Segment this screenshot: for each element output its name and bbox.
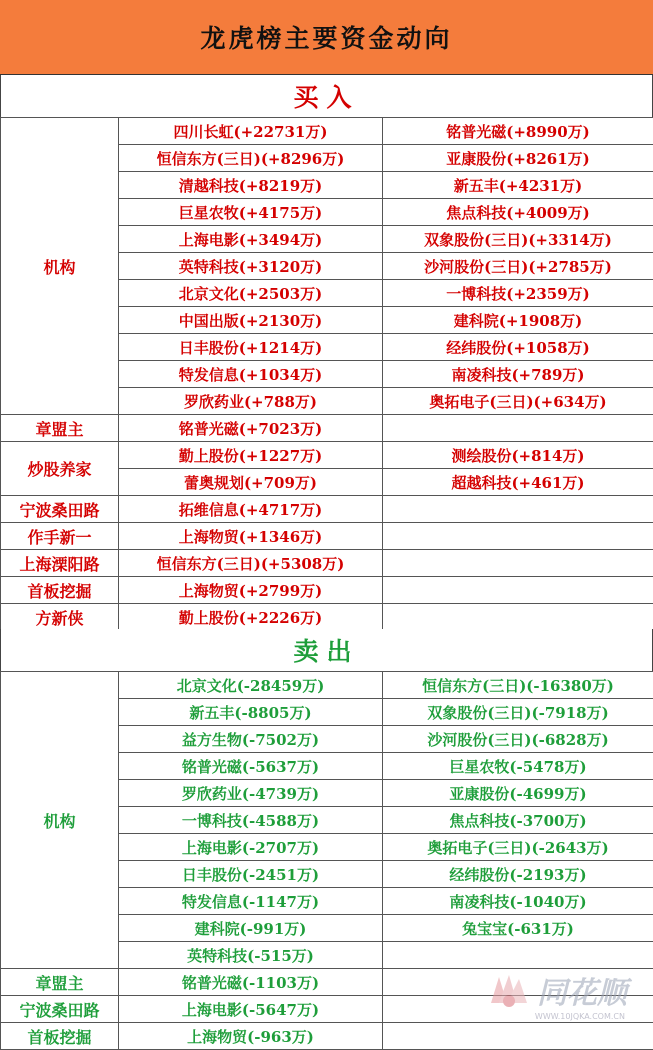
- table-row: [1, 415, 653, 442]
- stock-entry: 特发信息(-1147万): [119, 888, 383, 915]
- stock-entry: [383, 496, 653, 523]
- stock-entry: 焦点科技(-3700万): [383, 807, 653, 834]
- table-row: [1, 577, 653, 604]
- stock-entry: 铭普光磁(-1103万): [119, 969, 383, 996]
- stock-entry: [383, 942, 653, 969]
- stock-entry: [383, 577, 653, 604]
- trader-label: 机构: [1, 672, 119, 969]
- stock-entry: [383, 523, 653, 550]
- stock-entry: 巨星农牧(+4175万): [119, 199, 383, 226]
- stock-entry: 恒信东方(三日)(+5308万): [119, 550, 383, 577]
- trader-label: 宁波桑田路: [1, 496, 119, 523]
- stock-entry: 经纬股份(+1058万): [383, 334, 653, 361]
- stock-entry: 奥拓电子(三日)(+634万): [383, 388, 653, 415]
- stock-entry: 恒信东方(三日)(-16380万): [383, 672, 653, 699]
- table-row: [1, 496, 653, 523]
- table-row: [1, 1023, 653, 1050]
- stock-entry: 勤上股份(+1227万): [119, 442, 383, 469]
- stock-entry: 双象股份(三日)(+3314万): [383, 226, 653, 253]
- buy-section-header: 买入: [0, 75, 653, 118]
- stock-entry: 英特科技(+3120万): [119, 253, 383, 280]
- stock-entry: 兔宝宝(-631万): [383, 915, 653, 942]
- stock-entry: 上海物贸(+2799万): [119, 577, 383, 604]
- stock-entry: 一博科技(-4588万): [119, 807, 383, 834]
- stock-entry: 铭普光磁(+8990万): [383, 118, 653, 145]
- stock-entry: 沙河股份(三日)(+2785万): [383, 253, 653, 280]
- stock-entry: 罗欣药业(+788万): [119, 388, 383, 415]
- watermark-logo: [485, 968, 627, 1012]
- stock-entry: 恒信东方(三日)(+8296万): [119, 145, 383, 172]
- table-row: [1, 523, 653, 550]
- stock-entry: 上海物贸(-963万): [119, 1023, 383, 1050]
- stock-entry: 南凌科技(-1040万): [383, 888, 653, 915]
- page-title: 龙虎榜主要资金动向: [0, 0, 653, 75]
- trader-label: 章盟主: [1, 415, 119, 442]
- stock-entry: 北京文化(+2503万): [119, 280, 383, 307]
- stock-entry: 罗欣药业(-4739万): [119, 780, 383, 807]
- trader-label: 首板挖掘: [1, 1023, 119, 1050]
- watermark-url: WWW.10JQKA.COM.CN: [534, 1012, 625, 1021]
- trader-label: 方新侠: [1, 604, 119, 631]
- stock-entry: 上海电影(-5647万): [119, 996, 383, 1023]
- stock-entry: 南凌科技(+789万): [383, 361, 653, 388]
- stock-entry: 勤上股份(+2226万): [119, 604, 383, 631]
- stock-entry: 沙河股份(三日)(-6828万): [383, 726, 653, 753]
- trader-label: 章盟主: [1, 969, 119, 996]
- table-row: [1, 442, 653, 469]
- stock-entry: 一博科技(+2359万): [383, 280, 653, 307]
- stock-entry: 建科院(+1908万): [383, 307, 653, 334]
- buy-table: [0, 117, 653, 631]
- watermark-text: 同花顺: [537, 976, 627, 1011]
- stock-entry: 亚康股份(+8261万): [383, 145, 653, 172]
- stock-entry: 上海电影(-2707万): [119, 834, 383, 861]
- stock-entry: 日丰股份(+1214万): [119, 334, 383, 361]
- stock-entry: [383, 550, 653, 577]
- trader-label: 首板挖掘: [1, 577, 119, 604]
- stock-entry: 新五丰(-8805万): [119, 699, 383, 726]
- stock-entry: 新五丰(+4231万): [383, 172, 653, 199]
- stock-entry: [383, 415, 653, 442]
- trader-label: 机构: [1, 118, 119, 415]
- stock-entry: 拓维信息(+4717万): [119, 496, 383, 523]
- table-row: [1, 550, 653, 577]
- stock-entry: 特发信息(+1034万): [119, 361, 383, 388]
- stock-entry: 中国出版(+2130万): [119, 307, 383, 334]
- stock-entry: 铭普光磁(+7023万): [119, 415, 383, 442]
- table-row: [1, 118, 653, 145]
- stock-entry: 蕾奥规划(+709万): [119, 469, 383, 496]
- trader-label: 宁波桑田路: [1, 996, 119, 1023]
- fan-icon: [485, 973, 531, 1007]
- trader-label: 炒股养家: [1, 442, 119, 496]
- stock-entry: 上海电影(+3494万): [119, 226, 383, 253]
- stock-entry: 上海物贸(+1346万): [119, 523, 383, 550]
- stock-entry: 益方生物(-7502万): [119, 726, 383, 753]
- stock-entry: 建科院(-991万): [119, 915, 383, 942]
- stock-entry: 焦点科技(+4009万): [383, 199, 653, 226]
- stock-entry: 英特科技(-515万): [119, 942, 383, 969]
- stock-entry: 四川长虹(+22731万): [119, 118, 383, 145]
- sell-section-header: 卖出: [0, 629, 653, 672]
- stock-entry: [383, 1023, 653, 1050]
- trader-label: 上海溧阳路: [1, 550, 119, 577]
- stock-entry: 巨星农牧(-5478万): [383, 753, 653, 780]
- stock-entry: 超越科技(+461万): [383, 469, 653, 496]
- stock-entry: 日丰股份(-2451万): [119, 861, 383, 888]
- stock-entry: [383, 604, 653, 631]
- stock-entry: 清越科技(+8219万): [119, 172, 383, 199]
- stock-entry: 北京文化(-28459万): [119, 672, 383, 699]
- table-row: [1, 604, 653, 631]
- stock-entry: 亚康股份(-4699万): [383, 780, 653, 807]
- table-row: [1, 672, 653, 699]
- stock-entry: 奥拓电子(三日)(-2643万): [383, 834, 653, 861]
- trader-label: 作手新一: [1, 523, 119, 550]
- stock-entry: 铭普光磁(-5637万): [119, 753, 383, 780]
- stock-entry: 双象股份(三日)(-7918万): [383, 699, 653, 726]
- stock-entry: 测绘股份(+814万): [383, 442, 653, 469]
- stock-entry: 经纬股份(-2193万): [383, 861, 653, 888]
